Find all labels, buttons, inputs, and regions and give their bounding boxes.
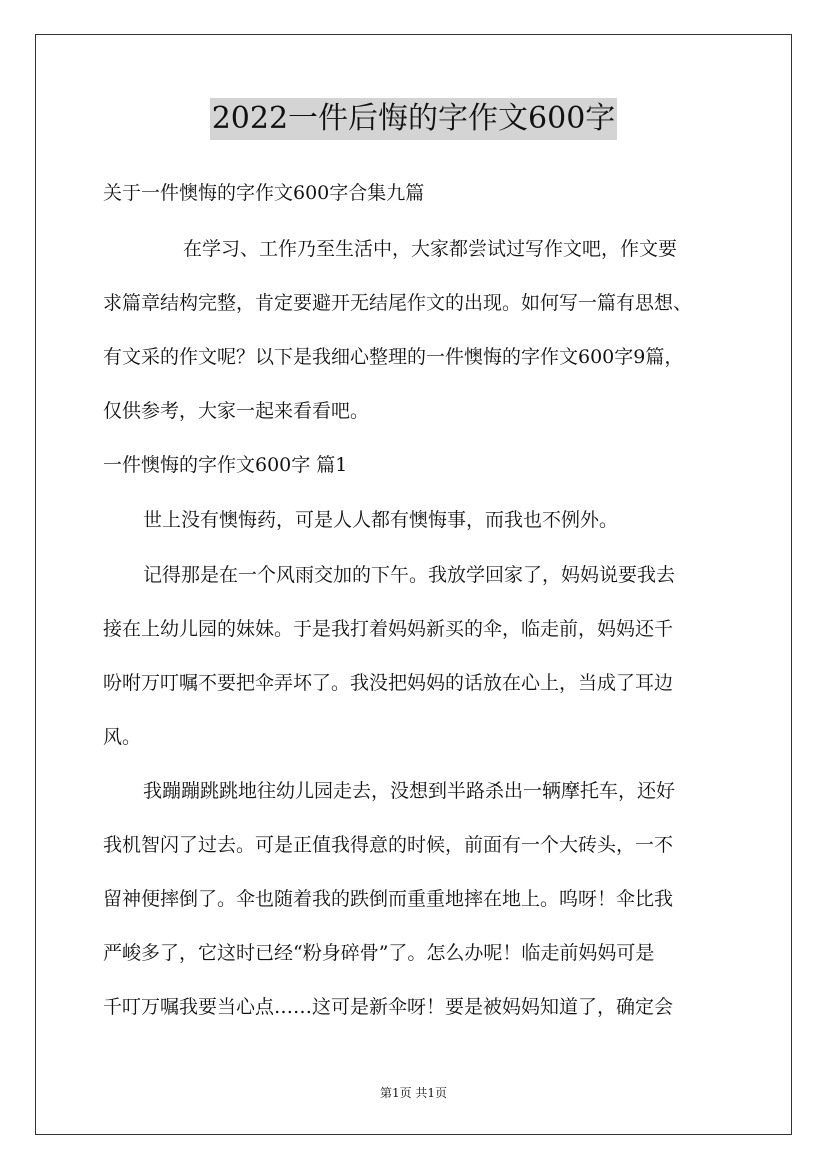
paragraph-line: 留神便摔倒了。伞也随着我的跌倒而重重地摔在地上。呜呀！伞比我 [103, 888, 674, 910]
paragraph-line: 在学习、工作乃至生活中，大家都尝试过写作文吧，作文要 [183, 238, 678, 260]
paragraph-line: 求篇章结构完整，肯定要避开无结尾作文的出现。如何写一篇有思想、 [103, 292, 693, 314]
paragraph-line: 接在上幼儿园的妹妹。于是我打着妈妈新买的伞，临走前，妈妈还千 [103, 618, 674, 640]
paragraph-line: 严峻多了，它这时已经“粉身碎骨”了。怎么办呢！临走前妈妈可是 [103, 942, 655, 964]
paragraph-line: 有文采的作文呢？以下是我细心整理的一件懊悔的字作文600字9篇， [103, 346, 684, 368]
paragraph-line: 我机智闪了过去。可是正值我得意的时候，前面有一个大砖头，一不 [103, 834, 674, 856]
page-footer: 第1页 共1页 [379, 1086, 448, 1100]
paragraph-line: 我蹦蹦跳跳地往幼儿园走去，没想到半路杀出一辆摩托车，还好 [143, 780, 676, 802]
paragraph-line: 千叮万嘱我要当心点……这可是新伞呀！要是被妈妈知道了，确定会 [103, 996, 674, 1018]
document-title: 2022一件后悔的字作文600字 [210, 98, 618, 140]
paragraph-line: 记得那是在一个风雨交加的下午。我放学回家了，妈妈说要我去 [143, 564, 676, 586]
paragraph-line: 世上没有懊悔药，可是人人都有懊悔事，而我也不例外。 [143, 509, 619, 531]
document-subtitle: 关于一件懊悔的字作文600字合集九篇 [103, 182, 425, 204]
paragraph-line: 吩咐万叮嘱不要把伞弄坏了。我没把妈妈的话放在心上，当成了耳边 [103, 672, 674, 694]
title-container [0, 98, 827, 140]
paragraph-line: 仅供参考，大家一起来看看吧。 [103, 400, 370, 422]
paragraph-line: 风。 [103, 726, 142, 748]
section-heading: 一件懊悔的字作文600字 篇1 [103, 454, 348, 476]
